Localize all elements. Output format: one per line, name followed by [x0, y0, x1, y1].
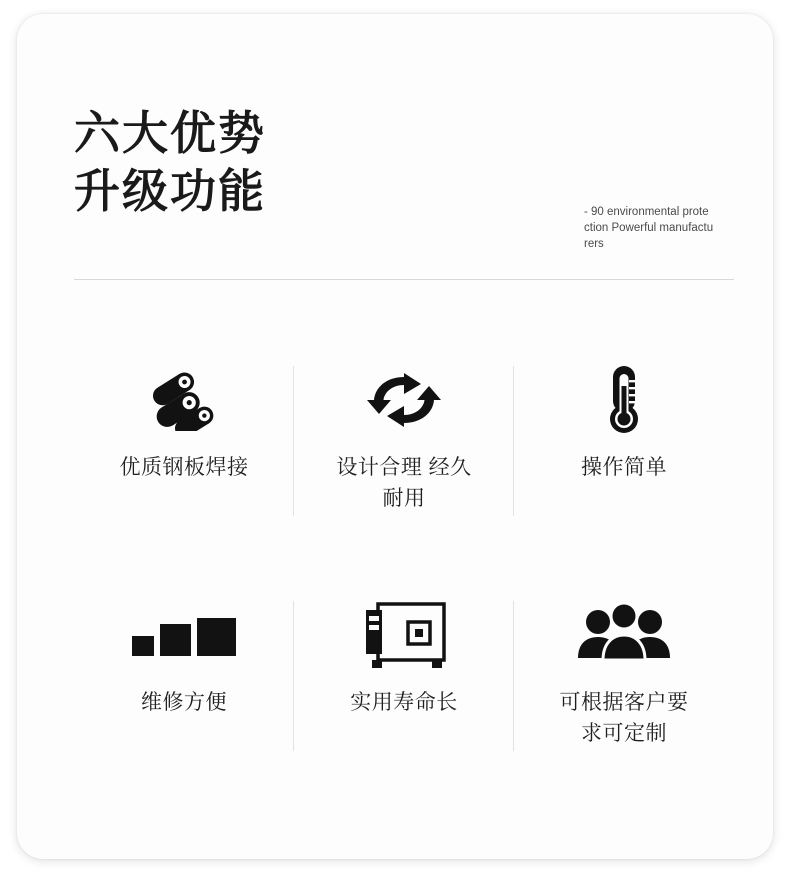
feature-item-6	[514, 579, 734, 814]
subtitle-english: - 90 environmental protection Powerful manufacturers	[584, 206, 714, 250]
feature-label-1: 优质钢板焊接	[119, 456, 249, 479]
feature-item-4	[74, 579, 294, 814]
header	[74, 104, 714, 250]
thermometer-icon	[526, 354, 722, 446]
feature-label-5: 实用寿命长	[350, 691, 458, 714]
feature-item-5	[294, 579, 514, 814]
feature-item-2	[294, 344, 514, 579]
recycle-arrows-icon	[306, 354, 502, 446]
feature-grid	[74, 344, 734, 814]
blocks-icon	[86, 589, 282, 681]
feature-item-1	[74, 344, 294, 579]
feature-label-2: 设计合理 经久耐用	[336, 456, 472, 510]
feature-card	[17, 14, 773, 859]
feature-label-6: 可根据客户要求可定制	[559, 691, 689, 745]
steel-logs-icon	[86, 354, 282, 446]
feature-label-3: 操作简单	[581, 456, 667, 479]
machine-icon	[306, 589, 502, 681]
page-title	[74, 104, 714, 220]
feature-item-3	[514, 344, 734, 579]
title-line-2: 升级功能	[74, 165, 266, 217]
feature-label-4: 维修方便	[141, 691, 227, 714]
people-group-icon	[526, 589, 722, 681]
title-line-1: 六大优势	[74, 107, 266, 159]
header-divider	[74, 279, 734, 280]
